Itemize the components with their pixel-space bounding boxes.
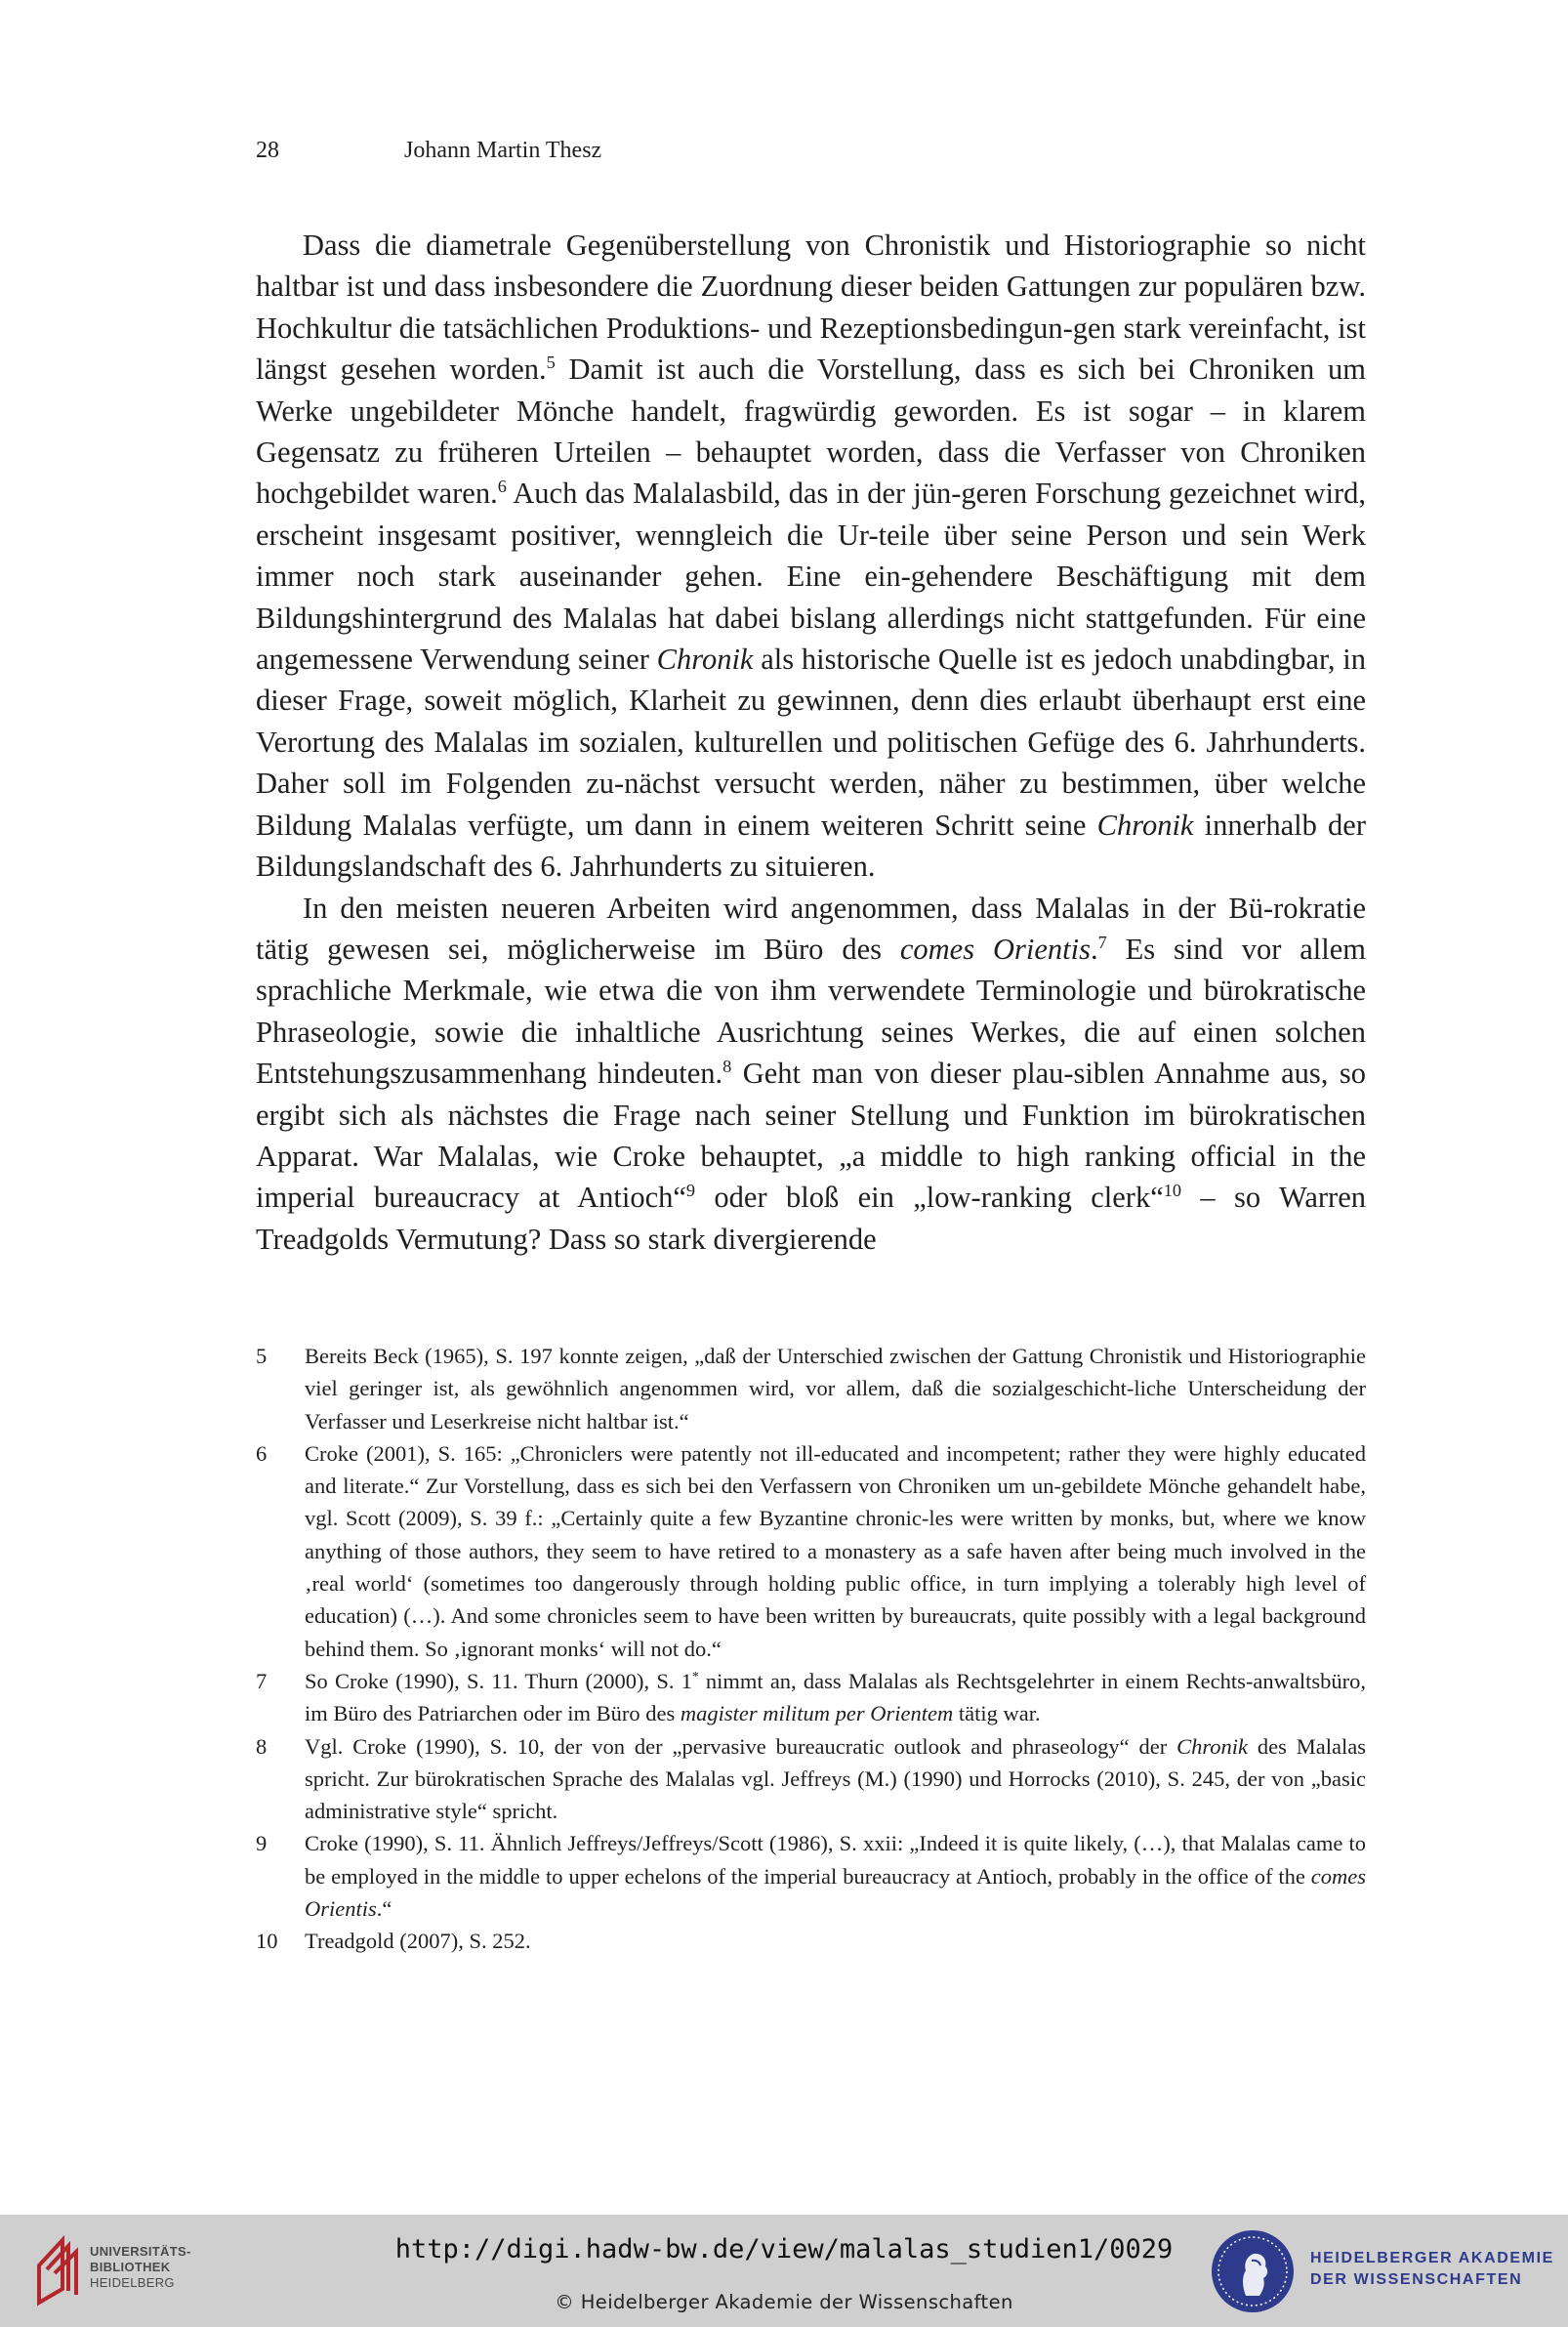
footnote-number: 9 (256, 1831, 268, 1856)
main-text (256, 225, 1366, 1260)
text-run: – so Warren Treadgolds Vermutung? Dass so stark divergierende (256, 1181, 1366, 1256)
text-run: Damit ist auch die Vorstellung, dass es sich bei Chroniken um Werke ungebildeter Mönche handelt, fragwürdig geworden. Es ist sogar – in klarem Gegensatz zu früheren Urteilen – behauptet worden, dass die Verfasser von Chroniken hochgebildet waren. (256, 353, 1366, 511)
footnote-ref[interactable]: 9 (685, 1181, 696, 1201)
footnote-number: 7 (256, 1668, 268, 1693)
text-run: In den meisten neueren Arbeiten wird angenommen, dass Malalas in der Bü-rokratie tätig gewesen sei, möglicherweise im Büro des (256, 891, 1366, 966)
text-run: Treadgold (2007), S. 252. (305, 1929, 531, 1954)
copyright-notice: © Heidelberger Akademie der Wissenschaften (555, 2291, 1013, 2313)
academy-name (1310, 2248, 1554, 2291)
footnote-text (305, 1925, 1366, 1957)
footnote-ref[interactable]: 6 (497, 477, 507, 497)
library-name-line: BIBLIOTHEK (90, 2260, 171, 2274)
footnote-ref[interactable]: 7 (1097, 932, 1107, 952)
text-run: Bereits Beck (1965), S. 197 konnte zeigen, „daß der Unterschied zwischen der Gattung Chronistik und Historiographie viel geringer ist, als gewöhnlich angenommen wird, vor allem, daß die sozialgeschicht-liche Unterscheidung der Verfasser und Leserkreise nicht haltbar ist.“ (305, 1344, 1366, 1434)
footnote-number: 8 (256, 1733, 268, 1759)
italic-title: Chronik (1176, 1733, 1249, 1759)
italic-term: comes Orientis (305, 1863, 1366, 1922)
footnote-text (305, 1730, 1366, 1828)
text-run: nimmt an, dass Malalas als Rechtsgelehrter in einem Rechts-anwaltsbüro, im Büro des Patriarchen oder im Büro des (305, 1668, 1366, 1726)
library-name-line: UNIVERSITÄTS- (90, 2244, 191, 2259)
academy-name-line: DER WISSENSCHAFTEN (1310, 2271, 1523, 2288)
text-run: So Croke (1990), S. 11. Thurn (2000), S. 1 (305, 1668, 692, 1693)
academy-name-line: HEIDELBERGER AKADEMIE (1310, 2250, 1554, 2266)
text-run: Geht man von dieser plau-siblen Annahme aus, so ergibt sich als nächstes die Frage nach seiner Stellung und Funktion im bürokratischen Apparat. War Malalas, wie Croke behauptet, „a middle to high ranking official in the imperial bureaucracy at Antioch“ (256, 1057, 1366, 1215)
italic-term: comes Orientis (899, 932, 1091, 966)
asterisk: * (691, 1668, 699, 1683)
footnotes (256, 1340, 1366, 1958)
text-run: tätig war. (953, 1701, 1041, 1726)
footnote (256, 1827, 1366, 1925)
footnote-text (305, 1340, 1366, 1437)
page-number: 28 (256, 138, 279, 163)
footnote-number: 6 (256, 1440, 268, 1466)
library-name-line: HEIDELBERG (90, 2275, 175, 2290)
running-head (256, 129, 601, 172)
text-run: . (1090, 932, 1098, 966)
footnote-text (305, 1437, 1366, 1665)
footnote-ref[interactable]: 8 (722, 1057, 732, 1077)
academy-seal-icon[interactable] (1209, 2227, 1297, 2315)
running-head-author: Johann Martin Thesz (404, 138, 602, 163)
footnote (256, 1437, 1366, 1665)
text-run: .“ (376, 1896, 392, 1922)
footnote-text (305, 1665, 1366, 1730)
text-run: Vgl. Croke (1990), S. 10, der von der „pervasive bureaucratic outlook and phraseology“ der (305, 1733, 1177, 1759)
digitization-footer (0, 2215, 1568, 2327)
footnote-number: 10 (256, 1929, 278, 1954)
italic-title: Chronik (1096, 808, 1194, 842)
footnote (256, 1730, 1366, 1828)
footnote (256, 1665, 1366, 1730)
paragraph (256, 888, 1366, 1261)
text-run: Auch das Malalasbild, das in der jün-geren Forschung gezeichnet wird, erscheint insgesamt positiver, wenngleich die Ur-teile über seine Person und sein Werk immer noch stark auseinander gehen. Eine ein-gehendere Beschäftigung mit dem Bildungshintergrund des Malalas hat dabei bislang allerdings nicht stattgefunden. Für eine angemessene Verwendung seiner (256, 477, 1366, 677)
italic-term: magister militum per Orientem (680, 1701, 954, 1726)
text-run: oder bloß ein „low-ranking clerk“ (695, 1181, 1164, 1215)
text-run: als historische Quelle ist es jedoch unabdingbar, in dieser Frage, soweit möglich, Klarheit zu gewinnen, denn dies erlaubt überhaupt erst eine Verortung des Malalas im sozialen, kulturellen und politischen Gefüge des 6. Jahrhunderts. Daher soll im Folgenden zu-nächst versucht werden, näher zu bestimmen, über welche Bildung Malalas verfügte, um dann in einem weiteren Schritt seine (256, 643, 1366, 842)
footnote (256, 1925, 1366, 1957)
text-run: Es sind vor allem sprachliche Merkmale, wie etwa die von ihm verwendete Terminologie und bürokratische Phraseologie, sowie die inhaltliche Ausrichtung seines Werkes, die auf einen solchen Entstehungszusammenhang hindeuten. (256, 932, 1366, 1091)
footnote-text (305, 1827, 1366, 1925)
paragraph (256, 225, 1366, 888)
text-run: Croke (2001), S. 165: „Chroniclers were patently not ill-educated and incompetent; rather they were highly educated and literate.“ Zur Vorstellung, dass es sich bei den Verfassern von Chroniken um un-gebildete Mönche gehandelt habe, vgl. Scott (2009), S. 39 f.: „Certainly quite a few Byzantine chronic-les were written by monks, but, where we know anything of those authors, they seem to have retired to a monastery as a safe haven after being much involved in the ‚real world‘ (sometimes too dangerously through holding public office, in turn implying a tolerably high level of education) (…). And some chronicles seem to have been written by bureaucrats, quite possibly with a legal background behind them. So ‚ignorant monks‘ will not do.“ (305, 1440, 1366, 1661)
text-run: innerhalb der Bildungslandschaft des 6. Jahrhunderts zu situieren. (256, 808, 1367, 884)
source-url-link[interactable]: http://digi.hadw-bw.de/view/malalas_studien1/0029 (394, 2234, 1174, 2265)
footnote (256, 1340, 1366, 1437)
text-run: des Malalas spricht. Zur bürokratischen Sprache des Malalas vgl. Jeffreys (M.) (1990) und Horrocks (2010), S. 245, der von „basic administrative style“ spricht. (305, 1733, 1366, 1824)
footnote-ref[interactable]: 5 (546, 353, 556, 373)
footnote-number: 5 (256, 1344, 268, 1368)
italic-title: Chronik (656, 643, 754, 677)
text-run: Croke (1990), S. 11. Ähnlich Jeffreys/Jeffreys/Scott (1986), S. xxii: „Indeed it is quite likely, (…), that Malalas came to be employed in the middle to upper echelons of the imperial bureaucracy at Antioch, probably in the office of the (305, 1831, 1366, 1889)
footnote-ref[interactable]: 10 (1163, 1181, 1182, 1201)
text-run: Dass die diametrale Gegenüberstellung von Chronistik und Historiographie so nicht haltbar ist und dass insbesondere die Zuordnung dieser beiden Gattungen zur populären bzw. Hochkultur die tatsächlichen Produktions- und Rezeptionsbedingun-gen stark vereinfacht, ist längst gesehen worden. (256, 229, 1366, 387)
